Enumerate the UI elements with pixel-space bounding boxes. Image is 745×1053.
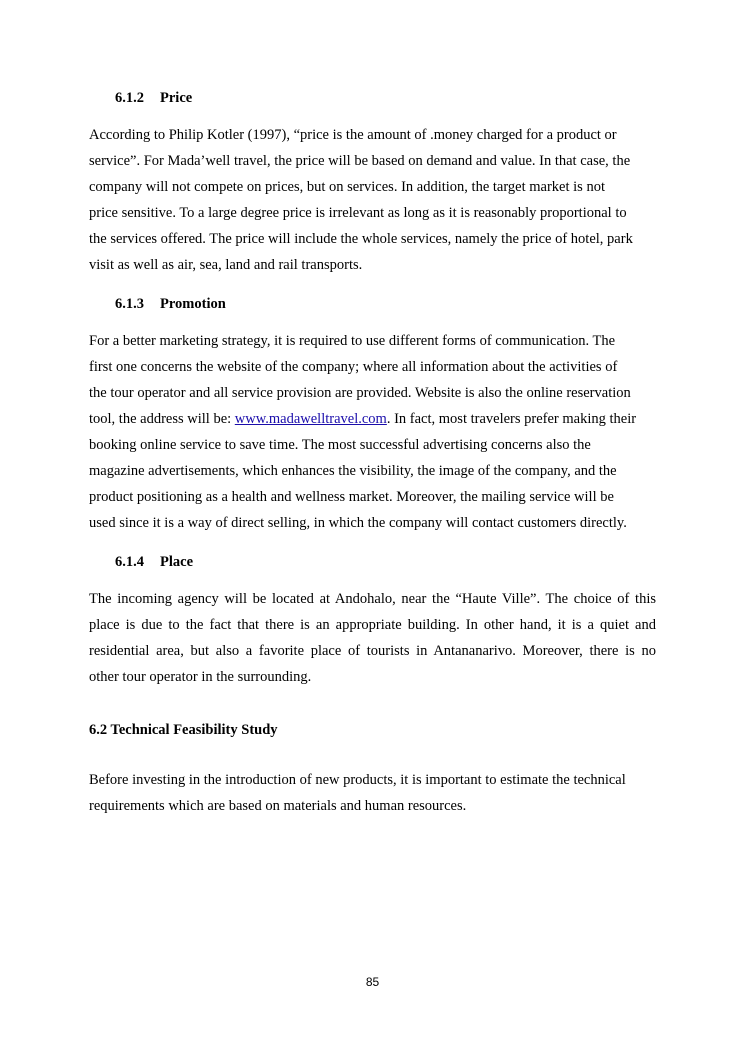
subsection-title: Price bbox=[160, 90, 193, 106]
text-line: first one concerns the website of the company; where all information about the activities of bbox=[89, 359, 618, 375]
website-link[interactable]: www.madawelltravel.com bbox=[234, 411, 387, 427]
paragraph-price bbox=[89, 122, 659, 278]
paragraph-technical bbox=[89, 767, 659, 819]
text-line: residential area, but also a favorite place of tourists in Antananarivo. Moreover, there is no bbox=[89, 643, 656, 659]
subsection-number: 6.1.4 bbox=[115, 554, 144, 570]
text-line: For a better marketing strategy, it is required to use different forms of communication. The bbox=[89, 333, 616, 349]
text-line: used since it is a way of direct selling, in which the company will contact customers directly. bbox=[89, 515, 627, 531]
subsection-number: 6.1.2 bbox=[115, 90, 144, 106]
section-heading-technical-feasibility: 6.2 Technical Feasibility Study bbox=[89, 722, 278, 738]
subsection-title: Place bbox=[160, 554, 194, 570]
subsection-heading-price bbox=[115, 89, 192, 107]
text-line: Before investing in the introduction of new products, it is important to estimate the technical bbox=[89, 772, 626, 788]
text-line: booking online service to save time. The most successful advertising concerns also the bbox=[89, 437, 591, 453]
text-line: visit as well as air, sea, land and rail transports. bbox=[89, 257, 363, 273]
subsection-number: 6.1.3 bbox=[115, 296, 144, 312]
text-line: company will not compete on prices, but on services. In addition, the target market is not bbox=[89, 179, 605, 195]
text-line: other tour operator in the surrounding. bbox=[89, 669, 312, 685]
text-line: According to Philip Kotler (1997), “price is the amount of .money charged for a product or bbox=[89, 127, 617, 143]
paragraph-place bbox=[89, 586, 659, 690]
subsection-heading-place bbox=[115, 553, 193, 571]
text-line: product positioning as a health and wellness market. Moreover, the mailing service will be bbox=[89, 489, 614, 505]
link-suffix-text: . In fact, most travelers prefer making their bbox=[386, 411, 637, 427]
text-line: price sensitive. To a large degree price is irrelevant as long as it is reasonably proportional to bbox=[89, 205, 627, 221]
text-line: requirements which are based on materials and human resources. bbox=[89, 798, 467, 814]
text-line: magazine advertisements, which enhances the visibility, the image of the company, and the bbox=[89, 463, 617, 479]
paragraph-promotion bbox=[89, 328, 659, 536]
text-line: the services offered. The price will include the whole services, namely the price of hotel, park bbox=[89, 231, 633, 247]
text-line: place is due to the fact that there is an appropriate building. In other hand, it is a quiet and bbox=[89, 617, 656, 633]
text-line: service”. For Mada’well travel, the price will be based on demand and value. In that case, the bbox=[89, 153, 631, 169]
text-line: the tour operator and all service provision are provided. Website is also the online reservation bbox=[89, 385, 631, 401]
page-number: 85 bbox=[365, 975, 380, 989]
subsection-heading-promotion bbox=[115, 295, 226, 313]
link-prefix-text: tool, the address will be: bbox=[89, 411, 235, 427]
text-line-with-link bbox=[89, 406, 659, 432]
subsection-title: Promotion bbox=[160, 296, 226, 312]
text-line: The incoming agency will be located at Andohalo, near the “Haute Ville”. The choice of this bbox=[89, 591, 656, 607]
